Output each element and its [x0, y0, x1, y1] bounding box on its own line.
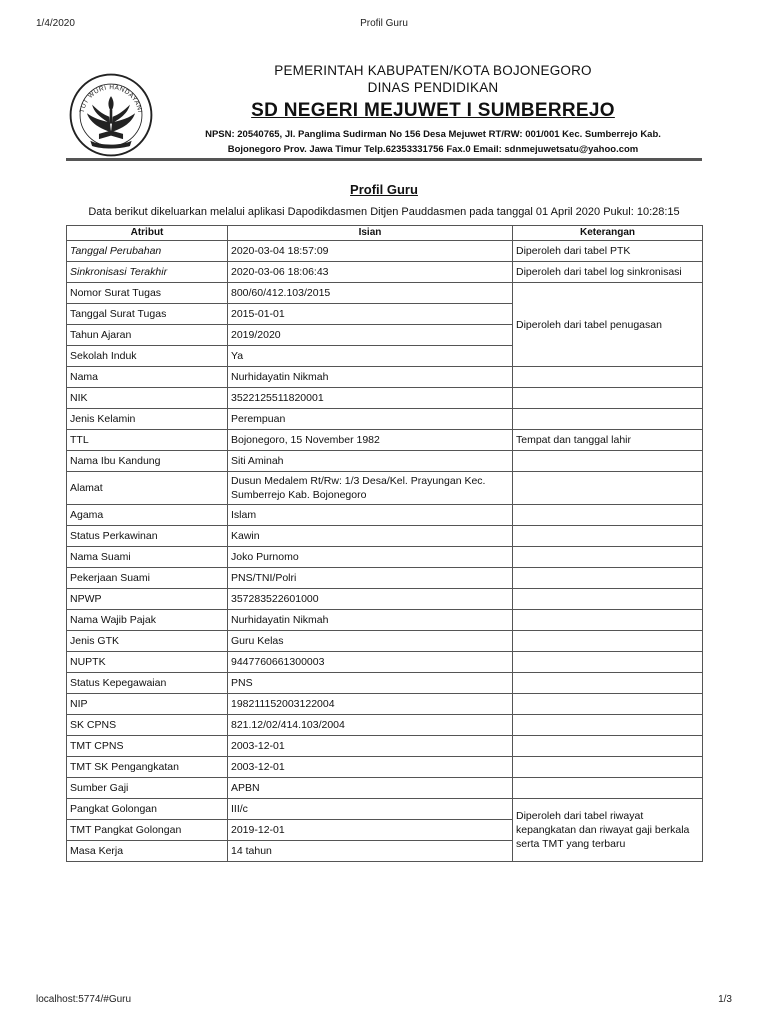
value-cell: Bojonegoro, 15 November 1982 [228, 430, 513, 451]
document-intro: Data berikut dikeluarkan melalui aplikasi Dapodikdasmen Ditjen Pauddasmen pada tanggal 01 April 2020 Pukul: 10:28:15 [88, 206, 680, 218]
table-row [67, 778, 703, 799]
table-row [67, 367, 703, 388]
attribute-cell: TMT Pangkat Golongan [67, 820, 228, 841]
note-cell [513, 505, 703, 526]
value-cell: Guru Kelas [228, 631, 513, 652]
attribute-cell: Sekolah Induk [67, 346, 228, 367]
attribute-cell: Sumber Gaji [67, 778, 228, 799]
note-cell [513, 610, 703, 631]
note-cell [513, 673, 703, 694]
value-cell: 2003-12-01 [228, 736, 513, 757]
note-cell [513, 526, 703, 547]
table-row [67, 736, 703, 757]
column-header-atribut: Atribut [67, 226, 228, 241]
value-cell: 14 tahun [228, 841, 513, 862]
value-cell: 9447760661300003 [228, 652, 513, 673]
table-row [67, 472, 703, 505]
table-row [67, 388, 703, 409]
attribute-cell: TTL [67, 430, 228, 451]
table-row [67, 451, 703, 472]
attribute-cell: Tanggal Surat Tugas [67, 304, 228, 325]
table-row [67, 694, 703, 715]
attribute-cell: Status Kepegawaian [67, 673, 228, 694]
value-cell: 2019-12-01 [228, 820, 513, 841]
note-cell [513, 652, 703, 673]
value-cell: 821.12/02/414.103/2004 [228, 715, 513, 736]
value-cell: 198211152003122004 [228, 694, 513, 715]
table-row [67, 430, 703, 451]
print-date: 1/4/2020 [36, 18, 75, 29]
value-cell: Kawin [228, 526, 513, 547]
table-row [67, 610, 703, 631]
table-row [67, 526, 703, 547]
government-name: PEMERINTAH KABUPATEN/KOTA BOJONEGORO [274, 63, 592, 78]
attribute-cell: NIK [67, 388, 228, 409]
value-cell: PNS/TNI/Polri [228, 568, 513, 589]
value-cell: 3522125511820001 [228, 388, 513, 409]
attribute-cell: Jenis GTK [67, 631, 228, 652]
note-cell: Tempat dan tanggal lahir [513, 430, 703, 451]
note-cell [513, 778, 703, 799]
column-header-isian: Isian [228, 226, 513, 241]
print-header [0, 18, 768, 32]
table-row [67, 505, 703, 526]
attribute-cell: Sinkronisasi Terakhir [67, 262, 228, 283]
value-cell: Joko Purnomo [228, 547, 513, 568]
table-row [67, 241, 703, 262]
table-row [67, 673, 703, 694]
table-row [67, 547, 703, 568]
value-cell: 800/60/412.103/2015 [228, 283, 513, 304]
attribute-cell: Masa Kerja [67, 841, 228, 862]
note-cell [513, 388, 703, 409]
table-row [67, 262, 703, 283]
value-cell: III/c [228, 799, 513, 820]
attribute-cell: SK CPNS [67, 715, 228, 736]
page-number: 1/3 [718, 994, 732, 1005]
attribute-cell: Pangkat Golongan [67, 799, 228, 820]
value-cell: 357283522601000 [228, 589, 513, 610]
note-cell [513, 631, 703, 652]
value-cell: Nurhidayatin Nikmah [228, 367, 513, 388]
letterhead-divider [66, 158, 702, 161]
attribute-cell: Nama Ibu Kandung [67, 451, 228, 472]
table-row [67, 568, 703, 589]
table-row [67, 409, 703, 430]
note-cell [513, 568, 703, 589]
attribute-cell: Nama Wajib Pajak [67, 610, 228, 631]
table-row [67, 757, 703, 778]
logo-motto: TUT WURI HANDAYANI [78, 84, 144, 114]
table-row [67, 283, 703, 304]
school-name: SD NEGERI MEJUWET I SUMBERREJO [251, 100, 615, 121]
attribute-cell: Tanggal Perubahan [67, 241, 228, 262]
note-cell [513, 409, 703, 430]
value-cell: Dusun Medalem Rt/Rw: 1/3 Desa/Kel. Prayungan Kec. Sumberrejo Kab. Bojonegoro [228, 472, 513, 505]
table-row [67, 631, 703, 652]
note-cell [513, 472, 703, 505]
value-cell: 2003-12-01 [228, 757, 513, 778]
tut-wuri-handayani-icon [68, 72, 154, 158]
table-header-row [67, 226, 703, 241]
document-title: Profil Guru [350, 182, 418, 197]
table-row [67, 652, 703, 673]
value-cell: PNS [228, 673, 513, 694]
attribute-cell: TMT CPNS [67, 736, 228, 757]
note-cell: Diperoleh dari tabel log sinkronisasi [513, 262, 703, 283]
value-cell: 2019/2020 [228, 325, 513, 346]
attribute-cell: Nomor Surat Tugas [67, 283, 228, 304]
note-cell [513, 694, 703, 715]
profile-table [66, 225, 703, 862]
value-cell: 2020-03-04 18:57:09 [228, 241, 513, 262]
note-cell [513, 757, 703, 778]
value-cell: Nurhidayatin Nikmah [228, 610, 513, 631]
note-cell: Diperoleh dari tabel riwayat kepangkatan dan riwayat gaji berkala serta TMT yang terbaru [513, 799, 703, 862]
value-cell: Islam [228, 505, 513, 526]
attribute-cell: Tahun Ajaran [67, 325, 228, 346]
note-cell: Diperoleh dari tabel PTK [513, 241, 703, 262]
attribute-cell: Nama [67, 367, 228, 388]
attribute-cell: Nama Suami [67, 547, 228, 568]
value-cell: Perempuan [228, 409, 513, 430]
column-header-keterangan: Keterangan [513, 226, 703, 241]
value-cell: APBN [228, 778, 513, 799]
letterhead [170, 62, 696, 157]
table-row [67, 715, 703, 736]
attribute-cell: Jenis Kelamin [67, 409, 228, 430]
value-cell: Ya [228, 346, 513, 367]
note-cell [513, 589, 703, 610]
attribute-cell: NPWP [67, 589, 228, 610]
attribute-cell: Agama [67, 505, 228, 526]
note-cell [513, 451, 703, 472]
attribute-cell: Status Perkawinan [67, 526, 228, 547]
note-cell [513, 715, 703, 736]
attribute-cell: NUPTK [67, 652, 228, 673]
attribute-cell: Pekerjaan Suami [67, 568, 228, 589]
note-cell [513, 367, 703, 388]
school-address-line-1: NPSN: 20540765, Jl. Panglima Sudirman No 156 Desa Mejuwet RT/RW: 001/001 Kec. Sumberrejo Kab. [205, 129, 661, 140]
table-row [67, 799, 703, 820]
attribute-cell: TMT SK Pengangkatan [67, 757, 228, 778]
attribute-cell: Alamat [67, 472, 228, 505]
value-cell: 2015-01-01 [228, 304, 513, 325]
department-name: DINAS PENDIDIKAN [367, 80, 499, 95]
print-url: localhost:5774/#Guru [36, 994, 132, 1005]
school-address-line-2: Bojonegoro Prov. Jawa Timur Telp.62353331756 Fax.0 Email: sdnmejuwetsatu@yahoo.com [227, 144, 639, 155]
note-cell [513, 547, 703, 568]
value-cell: Siti Aminah [228, 451, 513, 472]
note-cell: Diperoleh dari tabel penugasan [513, 283, 703, 367]
value-cell: 2020-03-06 18:06:43 [228, 262, 513, 283]
table-row [67, 589, 703, 610]
note-cell [513, 736, 703, 757]
print-title: Profil Guru [360, 18, 408, 29]
attribute-cell: NIP [67, 694, 228, 715]
